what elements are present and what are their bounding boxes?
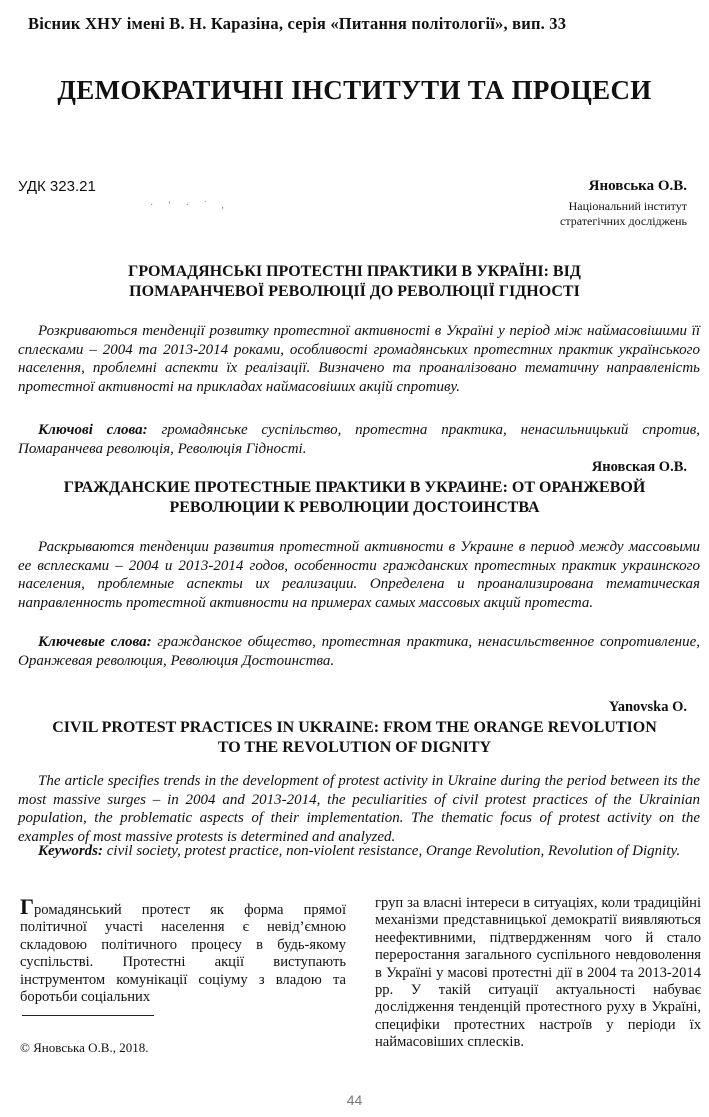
copyright: © Яновська О.В., 2018. bbox=[20, 1040, 149, 1055]
author-uk: Яновська О.В. bbox=[588, 178, 687, 194]
title-uk bbox=[0, 262, 709, 302]
footnote-rule bbox=[22, 1015, 154, 1016]
section-title: ДЕМОКРАТИЧНІ ІНСТИТУТИ ТА ПРОЦЕСИ bbox=[57, 75, 652, 105]
body-left-column bbox=[20, 894, 346, 1006]
author-en: Yanovska O. bbox=[608, 699, 687, 715]
abstract-uk: Розкриваються тенденції розвитку протестної активності в Україні у період між наймасовішими її сплесками – 2004 та 2013-2014 роками, особливості громадянських протестних практик українського населення, проблемні аспекти їх реалізації. Визначено та проаналізовано тематичну направленість протестної активності на прикладах наймасовіших акцій спротиву. bbox=[18, 323, 700, 395]
body-right-column: груп за власні інтереси в ситуаціях, коли традиційні механізми представницької демократії виявляються неефективними, підтвердженням чого й стало переростання загального суспільного невдоволення в Україні у масові протестні дії в 2004 та 2013-2014 рр. У такій ситуації актуальності набуває дослідження тенденцій протестного руху в Україні, специфіки протестних настроїв у періоди їх наймасовіших сплесків. bbox=[375, 895, 701, 1051]
dropcap: Г bbox=[20, 894, 34, 919]
title-ru bbox=[0, 478, 709, 518]
affiliation-line-2: стратегічних досліджень bbox=[560, 214, 687, 228]
title-en-line-2: TO THE REVOLUTION OF DIGNITY bbox=[217, 739, 492, 756]
abstract-en: The article specifies trends in the development of protest activity in Ukraine during the period between its the most massive surges – in 2004 and 2013-2014, the peculiarities of civil protest practices of the Ukrainian population, the problematic aspects of their implementation. The thematic focus of protest activity on the examples of most massive protests is determined and analyzed. bbox=[18, 773, 700, 845]
title-en-line-1: CIVIL PROTEST PRACTICES IN UKRAINE: FROM THE ORANGE REVOLUTION bbox=[52, 719, 657, 736]
keywords-uk bbox=[18, 421, 700, 458]
author-ru: Яновская О.В. bbox=[591, 459, 687, 475]
affiliation bbox=[560, 199, 687, 229]
title-en bbox=[0, 718, 709, 758]
keywords-uk-text: громадянське суспільство, протестна практика, ненасильницький спротив, Помаранчева революція, Революція Гідності. bbox=[18, 422, 700, 457]
keywords-ru-label: Ключевые слова: bbox=[38, 634, 152, 650]
title-ru-line-1: ГРАЖДАНСКИЕ ПРОТЕСТНЫЕ ПРАКТИКИ В УКРАИНЕ: ОТ ОРАНЖЕВОЙ bbox=[63, 479, 646, 496]
keywords-ru bbox=[18, 633, 700, 670]
journal-header: Вісник ХНУ імені В. Н. Каразіна, серія «Питання політології», вип. 33 bbox=[28, 14, 567, 33]
title-uk-line-2: ПОМАРАНЧЕВОЇ РЕВОЛЮЦІЇ ДО РЕВОЛЮЦІЇ ГІДНОСТІ bbox=[129, 283, 580, 300]
keywords-uk-label: Ключові слова: bbox=[38, 422, 148, 438]
title-ru-line-2: РЕВОЛЮЦИИ К РЕВОЛЮЦИИ ДОСТОИНСТВА bbox=[169, 499, 540, 516]
scan-specks: · ‘ · ˙ , bbox=[150, 200, 230, 211]
body-left-text: ромадянський протест як форма прямої політичної участі населення є невід’ємною складовою політичного процесу в будь-якому суспільстві. Протестні акції виступають інструментом комунікації соціуму з владою та боротьби соціальних bbox=[20, 902, 346, 1006]
title-uk-line-1: ГРОМАДЯНСЬКІ ПРОТЕСТНІ ПРАКТИКИ В УКРАЇНІ: ВІД bbox=[128, 263, 581, 280]
keywords-en-label: Keywords: bbox=[38, 843, 103, 859]
keywords-ru-text: гражданское общество, протестная практика, ненасильственное сопротивление, Оранжевая революция, Революция Достоинства. bbox=[18, 634, 700, 669]
page-number: 44 bbox=[346, 1092, 363, 1108]
keywords-en bbox=[18, 842, 700, 861]
keywords-en-text: civil society, protest practice, non-violent resistance, Orange Revolution, Revolution of Dignity. bbox=[103, 843, 681, 859]
affiliation-line-1: Національний інститут bbox=[568, 199, 687, 213]
udk-code: УДК 323.21 bbox=[18, 178, 96, 195]
abstract-ru: Раскрываются тенденции развития протестной активности в Украине в период между массовыми ее всплесками – 2004 и 2013-2014 годов, особенности гражданских протестных практик украинского населения, проблемные аспекты их реализации. Определена и проанализирована тематическая направленность протестной активности на примерах самых массовых акций протеста. bbox=[18, 539, 700, 611]
